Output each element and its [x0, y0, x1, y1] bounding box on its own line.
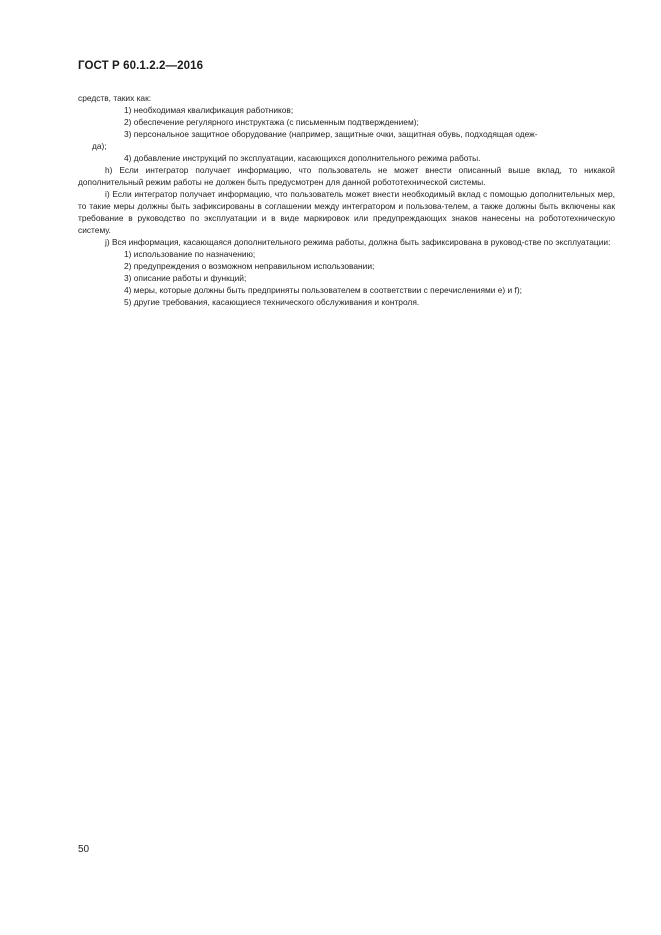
list-item: 2) предупреждения о возможном неправильном использовании;	[124, 261, 375, 271]
document-header: ГОСТ Р 60.1.2.2—2016	[78, 60, 204, 72]
page-number: 50	[78, 844, 90, 855]
text-line: средств, таких как:	[78, 93, 152, 103]
paragraph-h: h) Если интегратор получает информацию, что пользователь не может внести описанный выше вклад, то никакой дополнительный режим работы не должен быть предусмотрен для данной робототехнической системы.	[78, 165, 615, 187]
list-item: 2) обеспечение регулярного инструктажа (с письменным подтверждением);	[124, 117, 419, 127]
document-body	[78, 92, 615, 308]
list-item: 3) персональное защитное оборудование (например, защитные очки, защитная обувь, подходящая одеж-	[124, 129, 538, 139]
list-item: 1) использование по назначению;	[124, 249, 256, 259]
list-item: 4) меры, которые должны быть предприняты пользователем в соответствии с перечислениями e) и f);	[124, 285, 522, 295]
list-item: 5) другие требования, касающиеся технического обслуживания и контроля.	[124, 297, 420, 307]
list-item: 3) описание работы и функций;	[124, 273, 247, 283]
paragraph-i: i) Если интегратор получает информацию, что пользователь может внести необходимый вклад с помощью дополнительных мер, то такие меры должны быть зафиксированы в соглашении между интегратором и пользова-телем, а также должны быть включены как требование в руководство по эксплуатации и в виде маркировок или предупреждающих знаков нанесены на робототехническую систему.	[78, 189, 615, 235]
list-item-continuation: да);	[92, 141, 107, 151]
paragraph-j: j) Вся информация, касающаяся дополнительного режима работы, должна быть зафиксирована в руковод-стве по эксплуатации:	[105, 237, 611, 247]
list-item: 1) необходимая квалификация работников;	[124, 105, 294, 115]
list-item: 4) добавление инструкций по эксплуатации, касающихся дополнительного режима работы.	[124, 153, 481, 163]
